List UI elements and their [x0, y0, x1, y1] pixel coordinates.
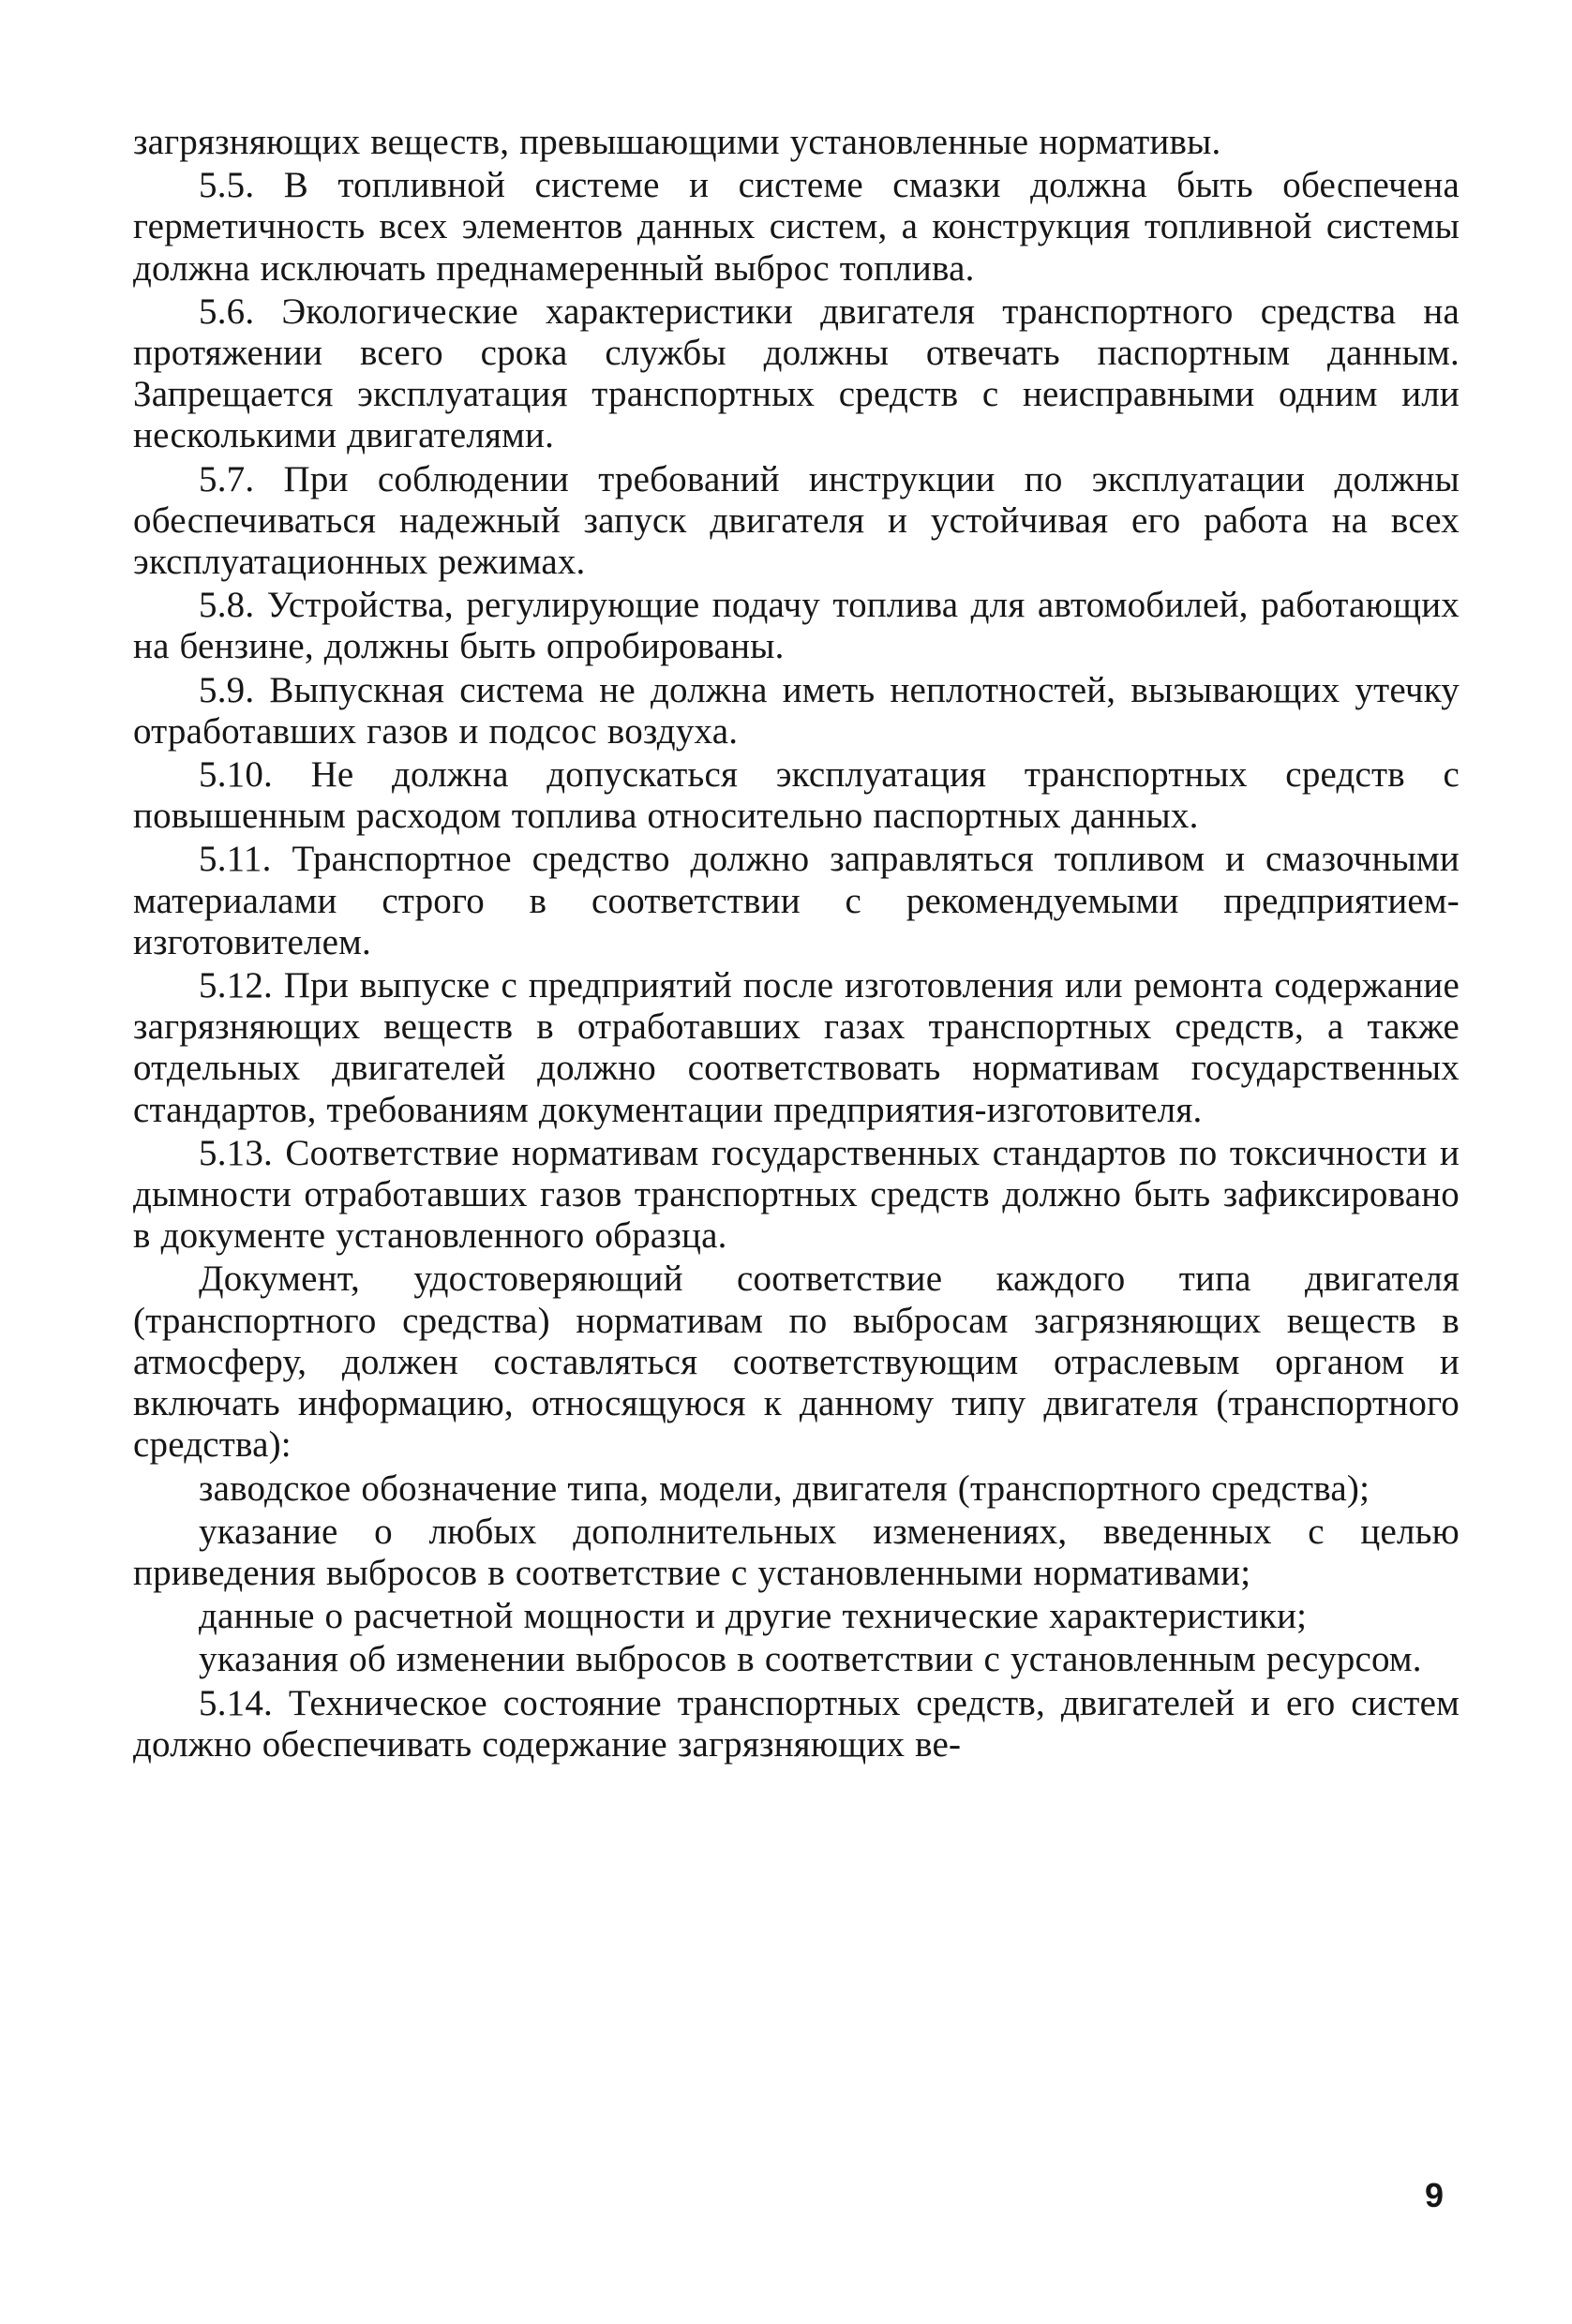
paragraph-5-11: 5.11. Транспортное средство должно заправляться топливом и смазочными материалами строго в соответствии с рекомендуемыми предприятием-изготовителем.	[133, 839, 1460, 962]
paragraph-5-14: 5.14. Техническое состояние транспортных средств, двигателей и его систем должно обеспечивать содержание загрязняющих ве-	[133, 1682, 1460, 1765]
paragraph-continuation: загрязняющих веществ, превышающими установленные нормативы.	[133, 122, 1221, 162]
paragraph-5-7: 5.7. При соблюдении требований инструкции по эксплуатации должны обеспечиваться надежный запуск двигателя и устойчивая его работа на всех эксплуатационных режимах.	[133, 458, 1460, 583]
paragraph-5-9: 5.9. Выпускная система не должна иметь неплотностей, вызывающих утечку отработавших газов и подсос воздуха.	[133, 669, 1460, 752]
paragraph-5-5: 5.5. В топливной системе и системе смазки должна быть обеспечена герметичность всех элементов данных систем, а конструкция топливной системы должна исключать преднамеренный выброс топлива.	[133, 165, 1460, 289]
paragraph-5-6: 5.6. Экологические характеристики двигателя транспортного средства на протяжении всего срока службы должны отвечать паспортным данным. Запрещается эксплуатация транспортных средств с неисправными одним или несколькими двигателями.	[133, 290, 1460, 456]
paragraph-5-10: 5.10. Не должна допускаться эксплуатация транспортных средств с повышенным расходом топлива относительно паспортных данных.	[133, 754, 1460, 837]
paragraph-5-13: 5.13. Соответствие нормативам государственных стандартов по токсичности и дымности отработавших газов транспортных средств должно быть зафиксировано в документе установленного образца.	[133, 1132, 1460, 1257]
list-item-emission-changes: указания об изменении выбросов в соответствии с установленным ресурсом.	[199, 1639, 1422, 1680]
page-text-body	[133, 122, 1460, 1765]
list-item-rated-power: данные о расчетной мощности и другие технические характеристики;	[199, 1596, 1308, 1637]
paragraph-5-12: 5.12. При выпуске с предприятий после изготовления или ремонта содержание загрязняющих веществ в отработавших газах транспортных средств, а также отдельных двигателей должно соответствовать нормативам государственных стандартов, требованиям документации предприятия-изготовителя.	[133, 965, 1460, 1130]
page-number: 9	[1425, 2176, 1445, 2214]
list-item-additional-changes: указание о любых дополнительных изменениях, введенных с целью приведения выбросов в соответствие с установленными нормативами;	[133, 1511, 1460, 1593]
paragraph-5-8: 5.8. Устройства, регулирующие подачу топлива для автомобилей, работающих на бензине, должны быть опробированы.	[133, 585, 1460, 667]
paragraph-document-certificate: Документ, удостоверяющий соответствие каждого типа двигателя (транспортного средства) нормативам по выбросам загрязняющих веществ в атмосферу, должен составляться соответствующим отраслевым органом и включать информацию, относящуюся к данному типу двигателя (транспортного средства):	[133, 1259, 1460, 1466]
list-item-factory-designation: заводское обозначение типа, модели, двигателя (транспортного средства);	[199, 1467, 1370, 1509]
